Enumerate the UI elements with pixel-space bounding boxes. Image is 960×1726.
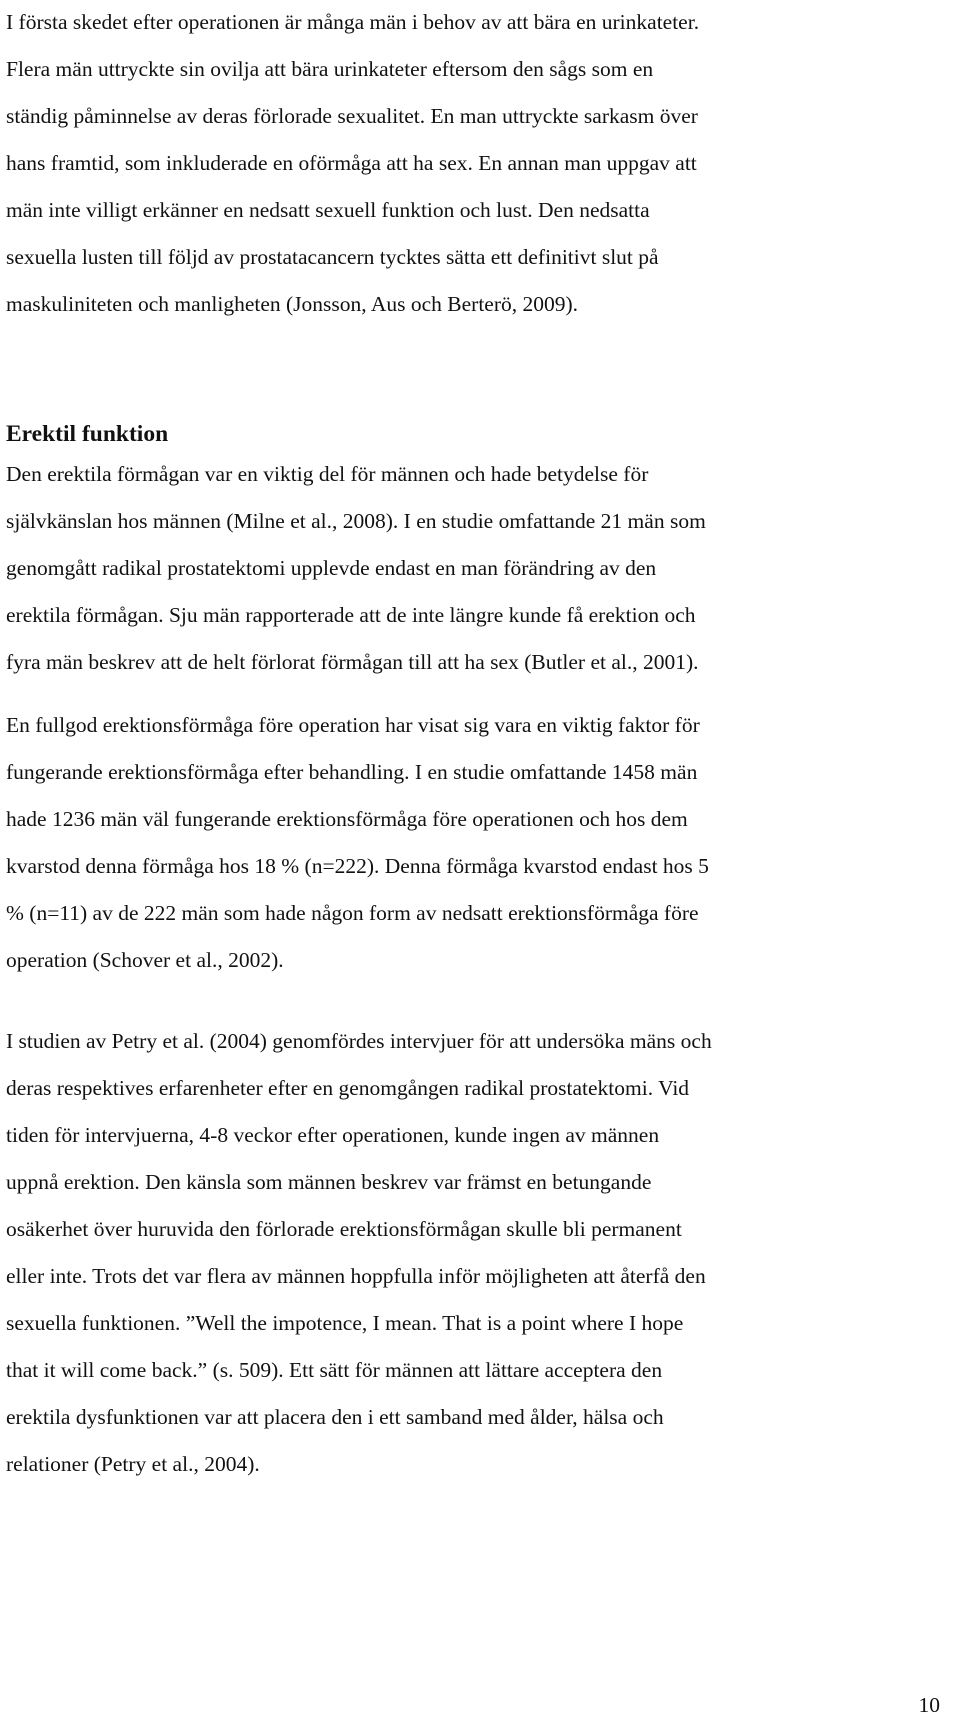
text-line: Flera män uttryckte sin ovilja att bära urinkateter eftersom den sågs som en xyxy=(6,57,654,81)
text-line: operation (Schover et al., 2002). xyxy=(6,948,284,972)
paragraph-erektionsformaga xyxy=(6,702,946,984)
text-line: I första skedet efter operationen är många män i behov av att bära en urinkateter. xyxy=(6,10,700,34)
text-line: eller inte. Trots det var flera av männen hoppfulla inför möjligheten att återfå den xyxy=(6,1264,706,1288)
text-line: uppnå erektion. Den känsla som männen beskrev var främst en betungande xyxy=(6,1170,652,1194)
text-line: deras respektives erfarenheter efter en genomgången radikal prostatektomi. Vid xyxy=(6,1076,690,1100)
text-line: maskuliniteten och manligheten (Jonsson, Aus och Berterö, 2009). xyxy=(6,292,579,316)
text-line: I studien av Petry et al. (2004) genomfördes intervjuer för att undersöka mäns och xyxy=(6,1029,712,1053)
text-line: sexuella funktionen. ”Well the impotence, I mean. That is a point where I hope xyxy=(6,1311,684,1335)
text-line: that it will come back.” (s. 509). Ett sätt för männen att lättare acceptera den xyxy=(6,1358,663,1382)
paragraph-erektil-formaga xyxy=(6,451,946,686)
text-line: sexuella lusten till följd av prostatacancern tycktes sätta ett definitivt slut på xyxy=(6,245,659,269)
text-line: relationer (Petry et al., 2004). xyxy=(6,1452,260,1476)
paragraph-urinkateter xyxy=(6,0,946,328)
text-line: % (n=11) av de 222 män som hade någon form av nedsatt erektionsförmåga före xyxy=(6,901,699,925)
text-line: osäkerhet över huruvida den förlorade erektionsförmågan skulle bli permanent xyxy=(6,1217,682,1241)
text-line: fungerande erektionsförmåga efter behandling. I en studie omfattande 1458 män xyxy=(6,760,698,784)
paragraph-petry-studie xyxy=(6,1018,946,1488)
page-number: 10 xyxy=(918,1693,940,1717)
text-line: tiden för intervjuerna, 4-8 veckor efter operationen, kunde ingen av männen xyxy=(6,1123,660,1147)
section-heading: Erektil funktion xyxy=(6,421,169,447)
text-line: erektila dysfunktionen var att placera den i ett samband med ålder, hälsa och xyxy=(6,1405,664,1429)
text-line: hans framtid, som inkluderade en oförmåga att ha sex. En annan man uppgav att xyxy=(6,151,697,175)
text-line: kvarstod denna förmåga hos 18 % (n=222). Denna förmåga kvarstod endast hos 5 xyxy=(6,854,709,878)
text-line: hade 1236 män väl fungerande erektionsförmåga före operationen och hos dem xyxy=(6,807,688,831)
text-line: män inte villigt erkänner en nedsatt sexuell funktion och lust. Den nedsatta xyxy=(6,198,650,222)
text-line: ständig påminnelse av deras förlorade sexualitet. En man uttryckte sarkasm över xyxy=(6,104,698,128)
text-line: genomgått radikal prostatektomi upplevde endast en man förändring av den xyxy=(6,556,657,580)
text-line: självkänslan hos männen (Milne et al., 2008). I en studie omfattande 21 män som xyxy=(6,509,706,533)
text-line: fyra män beskrev att de helt förlorat förmågan till att ha sex (Butler et al., 2001). xyxy=(6,650,699,674)
text-line: En fullgod erektionsförmåga före operation har visat sig vara en viktig faktor för xyxy=(6,713,700,737)
text-line: Den erektila förmågan var en viktig del för männen och hade betydelse för xyxy=(6,462,649,486)
text-line: erektila förmågan. Sju män rapporterade att de inte längre kunde få erektion och xyxy=(6,603,696,627)
